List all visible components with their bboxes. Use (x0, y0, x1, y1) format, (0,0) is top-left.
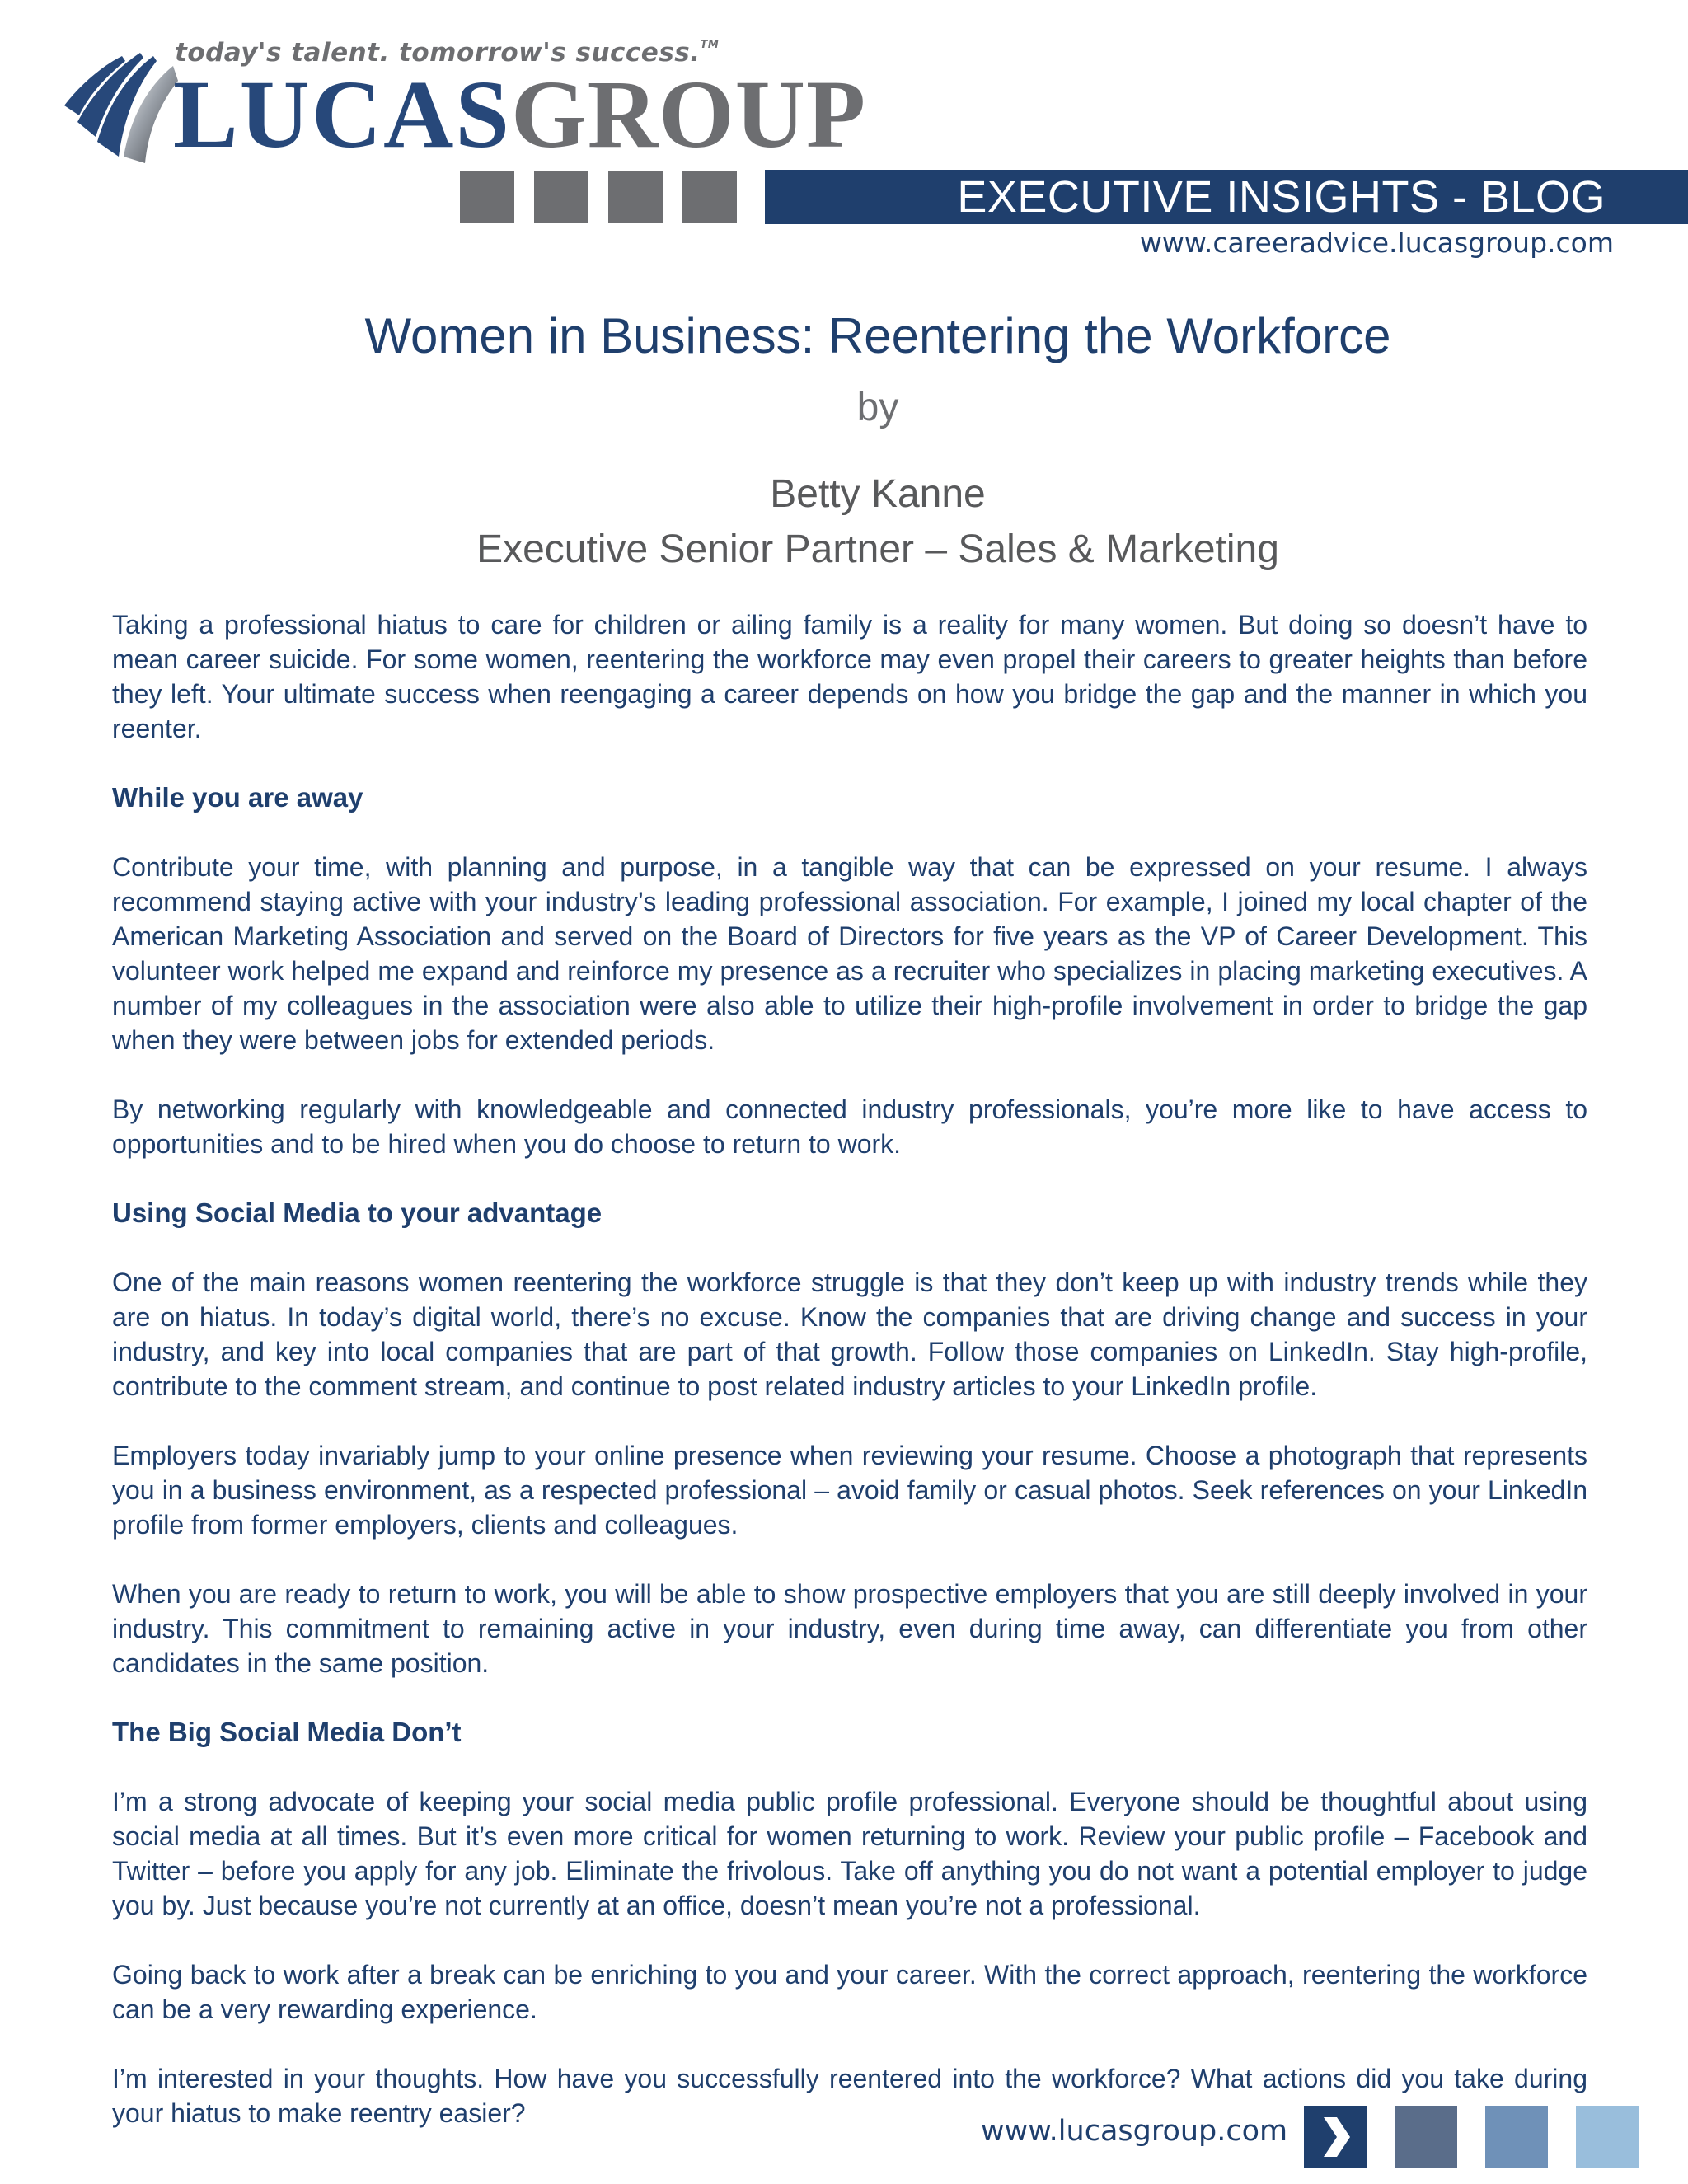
gray-square (460, 171, 514, 223)
brand-group: GROUP (510, 60, 867, 168)
heading-big-dont: The Big Social Media Don’t (112, 1717, 462, 1747)
author-name: Betty Kanne (770, 472, 986, 516)
footer-square (1395, 2106, 1457, 2168)
decorative-gray-squares (460, 171, 737, 223)
header-url-link[interactable]: www.careeradvice.lucasgroup.com (1139, 227, 1614, 259)
footer-url-link[interactable]: www.lucasgroup.com (981, 2115, 1288, 2148)
author-role: Executive Senior Partner – Sales & Marketing (476, 527, 1279, 571)
footer-square (1576, 2106, 1639, 2168)
paragraph-online-presence: Employers today invariably jump to your online presence when reviewing your resume. Choose a photograph that represents you in a business environment, as a respected professional – avoid family or casual photos. Seek references on your LinkedIn profile from former employers, clients and colleagues. (112, 1441, 1587, 1540)
paragraph-thoughts: I’m interested in your thoughts. How have you successfully reentered into the workforce? What actions did you take during your hiatus to make reentry easier? (112, 2064, 1587, 2128)
gray-square (608, 171, 663, 223)
brand-lucas: LUCAS (173, 60, 511, 168)
gray-square (682, 171, 737, 223)
article-title-block (0, 303, 1688, 577)
paragraph-advocate: I’m a strong advocate of keeping your social media public profile professional. Everyone should be thoughtful about using social media at all times. But it’s even more critical for women returning to work. Review your public profile – Facebook and Twitter – before you apply for any job. Eliminate the frivolous. Take off anything you do not want a potential employer to judge you by. Just because you’re not currently at an office, doesn’t mean you’re not a professional. (112, 1787, 1587, 1920)
heading-while-away: While you are away (112, 782, 363, 813)
tagline: today's talent. tomorrow's success.™ (175, 38, 720, 68)
paragraph-trends: One of the main reasons women reentering the workforce struggle is that they don’t keep up with industry trends while they are on hiatus. In today’s digital world, there’s no excuse. Know the companies that are driving change and success in your industry, and key into local companies that are part of that growth. Follow those companies on LinkedIn. Stay high-profile, contribute to the comment stream, and continue to post related industry articles to your LinkedIn profile. (112, 1268, 1587, 1401)
lucas-group-logo[interactable] (58, 33, 867, 168)
footer-squares (1304, 2106, 1639, 2168)
brand-wordmark (173, 60, 867, 168)
next-page-button[interactable] (1304, 2106, 1367, 2168)
swoosh-logo-icon (58, 33, 181, 165)
article-title: Women in Business: Reentering the Workforce (364, 308, 1391, 363)
byline-by: by (856, 386, 899, 429)
chevron-right-icon (1317, 2114, 1353, 2160)
footer-square (1485, 2106, 1548, 2168)
article-body (112, 607, 1587, 2165)
blog-banner: EXECUTIVE INSIGHTS - BLOG (765, 170, 1688, 224)
paragraph-going-back: Going back to work after a break can be enriching to you and your career. With the correct approach, reentering the workforce can be a very rewarding experience. (112, 1960, 1587, 2024)
paragraph-intro: Taking a professional hiatus to care for children or ailing family is a reality for many women. But doing so doesn’t have to mean career suicide. For some women, reentering the workforce may even propel their careers to greater heights than before they left. Your ultimate success when reengaging a career depends on how you bridge the gap and the manner in which you reenter. (112, 610, 1587, 743)
paragraph-ready: When you are ready to return to work, you will be able to show prospective employers that you are still deeply involved in your industry. This commitment to remaining active in your industry, even during time away, can differentiate you from other candidates in the same position. (112, 1579, 1587, 1678)
paragraph-networking: By networking regularly with knowledgeable and connected industry professionals, you’re more like to have access to opportunities and to be hired when you do choose to return to work. (112, 1094, 1587, 1159)
gray-square (534, 171, 588, 223)
heading-social-media: Using Social Media to your advantage (112, 1197, 603, 1228)
paragraph-contribute: Contribute your time, with planning and purpose, in a tangible way that can be expressed on your resume. I always recommend staying active with your industry’s leading professional association. For example, I joined my local chapter of the American Marketing Association and served on the Board of Directors for five years as the VP of Career Development. This volunteer work helped me expand and reinforce my presence as a recruiter who specializes in placing marketing executives. A number of my colleagues in the association were also able to utilize their high-profile involvement in order to bridge the gap when they were between jobs for extended periods. (112, 852, 1587, 1055)
